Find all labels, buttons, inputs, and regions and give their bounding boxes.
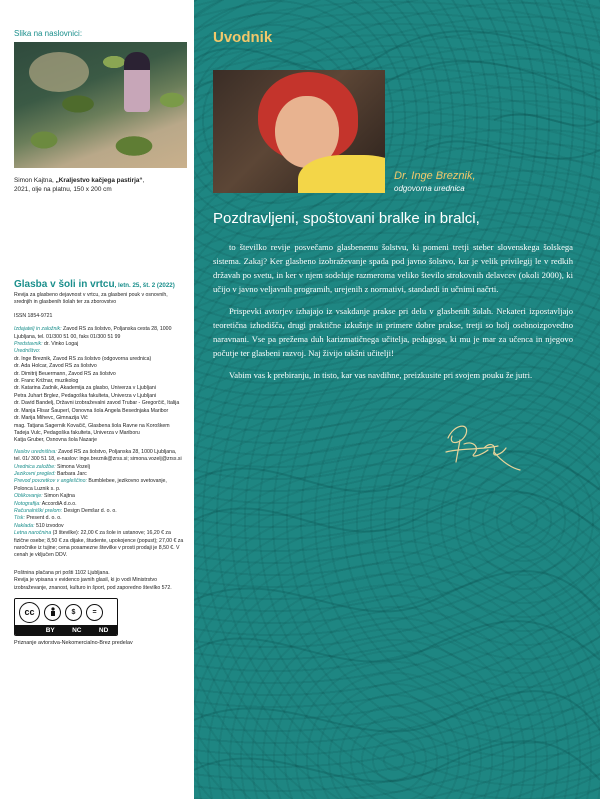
author-role: odgovorna urednica — [394, 184, 465, 193]
cc-nc-label: NC — [72, 626, 82, 634]
board-member: Petra Juhart Brglez, Pedagoška fakulteta, Univerza v Ljubljani — [14, 392, 157, 399]
director-value: dr. Vinko Logaj — [44, 341, 79, 348]
print-value: Present d. o. o. — [26, 515, 62, 522]
painting-detail — [29, 52, 89, 92]
author-credit — [394, 170, 584, 193]
paragraph: Vabim vas k prebiranju, in tisto, kar vas navdihne, preizkusite pri svojem pouku že jutri. — [229, 370, 533, 380]
signature-icon — [440, 418, 524, 474]
editor-label: Urednica založbe: — [14, 463, 56, 470]
colophon-text — [14, 292, 184, 592]
board-member: dr. Ada Holcar, Zavod RS za šolstvo — [14, 363, 97, 370]
director — [14, 341, 184, 348]
editorial-page — [194, 0, 600, 799]
layout-value: Design Demšar d. o. o. — [63, 507, 117, 514]
board-member: dr. Marija Mihevc, Gimnazija Vič — [14, 415, 88, 422]
board-member: dr. David Bandelj, Državni izobraževalni zavod Trubar - Gregorčič, Italija — [14, 400, 180, 407]
paragraph: Prispevki avtorjev izhajajo iz vsakdanje prakse pri delu v glasbenih šolah. Nekateri izpostavljajo teoretična izhodišča, drugi praktične izkušnje in primere dobre prakse, tretji so bolj osebnoizpovedno naravnani. Vse pa prežema duh karizmatičnega učitelja, pedagoga, ki mu je mar za učenca in njegovo počutje ter glasbeni razvoj. Naj živijo takšni učitelji! — [213, 306, 573, 358]
editorial-body — [213, 240, 573, 390]
magazine-description: Revija za glasbeno dejavnost v vrtcu, za glasbeni pouk v osnovnih, srednjih in glasbenih šolah ter za zborovstvo — [14, 292, 168, 306]
proof-label: Jezikovni pregled: — [14, 470, 56, 477]
cc-license-badge — [14, 598, 118, 636]
director-label: Predstavnik: — [14, 341, 43, 348]
translation-value: Bumblebee, jezikovno svetovanje, Polonca Luznik s. p. — [14, 478, 167, 492]
magazine-name: Glasba v šoli in vrtcu — [14, 279, 115, 290]
registry-note: Revija je vpisana v evidenco javnih glasil, ki jo vodi Ministrstvo izobraževanje, znanost, kulturo in šport, pod zaporedno številko 572. — [14, 577, 172, 591]
photo-shirt — [298, 155, 385, 193]
address-label: Naslov uredništva: — [14, 448, 57, 455]
cover-painting — [14, 42, 187, 168]
publisher-value: Zavod RS za šolstvo, Poljanska cesta 28, 1000 Ljubljana, tel. 01/300 51 00, faks 01/300 51 99 — [14, 326, 172, 340]
cc-icon: cc — [19, 602, 40, 623]
editor-value: Simona Vozelj — [56, 463, 90, 470]
cc-caption: Priznanje avtorstva-Nekomercialno-Brez predelav — [14, 640, 133, 647]
design-value: Simon Kajtna — [44, 493, 75, 500]
noderivatives-icon: = — [86, 604, 103, 621]
circulation-value: 510 izvodov — [35, 522, 64, 529]
address-value: Zavod RS za šolstvo, Poljanska 28, 1000 Ljubljana, tel. 01/ 300 51 18, e-naslov: inge.breznik@zrss.si; simona.vozelj@zrss.si — [14, 448, 182, 463]
notation-label: Notografija: — [14, 500, 41, 507]
layout-label: Računalniški prelom: — [14, 507, 63, 514]
author-photo — [213, 70, 385, 193]
board-member: mag. Tatjana Sagernik Kovačič, Glasbena šola Ravne na Koroškem — [14, 422, 170, 429]
cover-details: 2021, olje na platnu, 150 x 200 cm — [14, 186, 112, 193]
author-name: Dr. Inge Breznik, — [394, 170, 476, 182]
board-member: dr. Katarina Zadnik, Akademija za glasbo, Univerza v Ljubljani — [14, 385, 156, 392]
postage-note: Poštnina plačana pri pošti 1102 Ljubljana. — [14, 569, 110, 576]
publisher-label: Izdajatelj in založnik: — [14, 326, 62, 333]
board-member: dr. Inge Breznik, Zavod RS za šolstvo (odgovorna urednica) — [14, 355, 152, 362]
cover-title: „Kraljestvo kačjega pastirja“ — [55, 177, 143, 184]
translation-label: Prevod povzetkov v angleščino: — [14, 478, 87, 485]
board-member: dr. Franc Križnar, muzikolog — [14, 378, 79, 385]
board-member: dr. Manja Flisar Šauperl, Osnovna šola Angela Besednjaka Maribor — [14, 407, 169, 414]
board-member: dr. Dimitrij Beuermann, Zavod RS za šolstvo — [14, 370, 116, 377]
magazine-volume: , letn. 25, št. 2 (2022) — [114, 282, 175, 289]
colophon-column — [0, 0, 194, 799]
board-member: Tadeja Vulc, Pedagoška fakulteta, Univerza v Mariboru — [14, 429, 140, 436]
noncommercial-icon: $ — [65, 604, 82, 621]
design-label: Oblikovanje: — [14, 493, 43, 500]
paragraph: to številko revije posvečamo glasbenemu šolstvu, ki pomeni tretji steber slovenskega šolskega sistema. Zakaj? Ker glasbeno izobraževanje spada pod javno šolstvo, kar je velik privilegij le v redkih državah po svetu, in ker v njem sodeluje razmeroma veliko število strokovnih delavcev (okoli 2000), ki učijo v javno veljavnih programih, urejenih z normativi, standardi in učnimi načrti. — [213, 242, 573, 294]
notation-value: AccordiA d.o.o. — [41, 500, 77, 507]
subscription-value: (3 številke): 22,00 € za šole in ustanove; 16,20 € za fizične osebe; 8,50 € za dijake, študente, upokojence (popust); 27,00 € za naročnike iz tujine; cena posamezne številke v prosti prodaji je 8,50 €. V cenah je vključen DDV. — [14, 530, 184, 559]
print-label: Tisk: — [14, 515, 25, 522]
page-heading: Uvodnik — [213, 29, 273, 46]
cover-artist: Simon Kajtna, — [14, 177, 56, 184]
board-member: Katja Gruber, Osnovna šola Nazarje — [14, 437, 98, 444]
proof-value: Barbara Jarc — [56, 470, 87, 477]
attribution-icon — [44, 604, 61, 621]
cc-nd-label: ND — [98, 626, 109, 634]
cover-label: Slika na naslovnici: — [14, 29, 83, 38]
board-label: Uredništvo: — [14, 348, 41, 355]
issn: ISSN 1854-9721 — [14, 312, 53, 319]
magazine-title — [14, 279, 184, 290]
cover-caption: Simon Kajtna, „Kraljestvo kačjega pastirja“, 2021, olje na platnu, 150 x 200 cm — [14, 177, 145, 193]
publisher — [14, 326, 184, 341]
circulation-label: Naklada: — [14, 522, 35, 529]
greeting: Pozdravljeni, spoštovani bralke in bralci, — [213, 210, 480, 227]
painting-figure — [124, 52, 150, 112]
cc-by-label: BY — [45, 626, 55, 634]
subscription-label: Letna naročnina — [14, 530, 52, 537]
